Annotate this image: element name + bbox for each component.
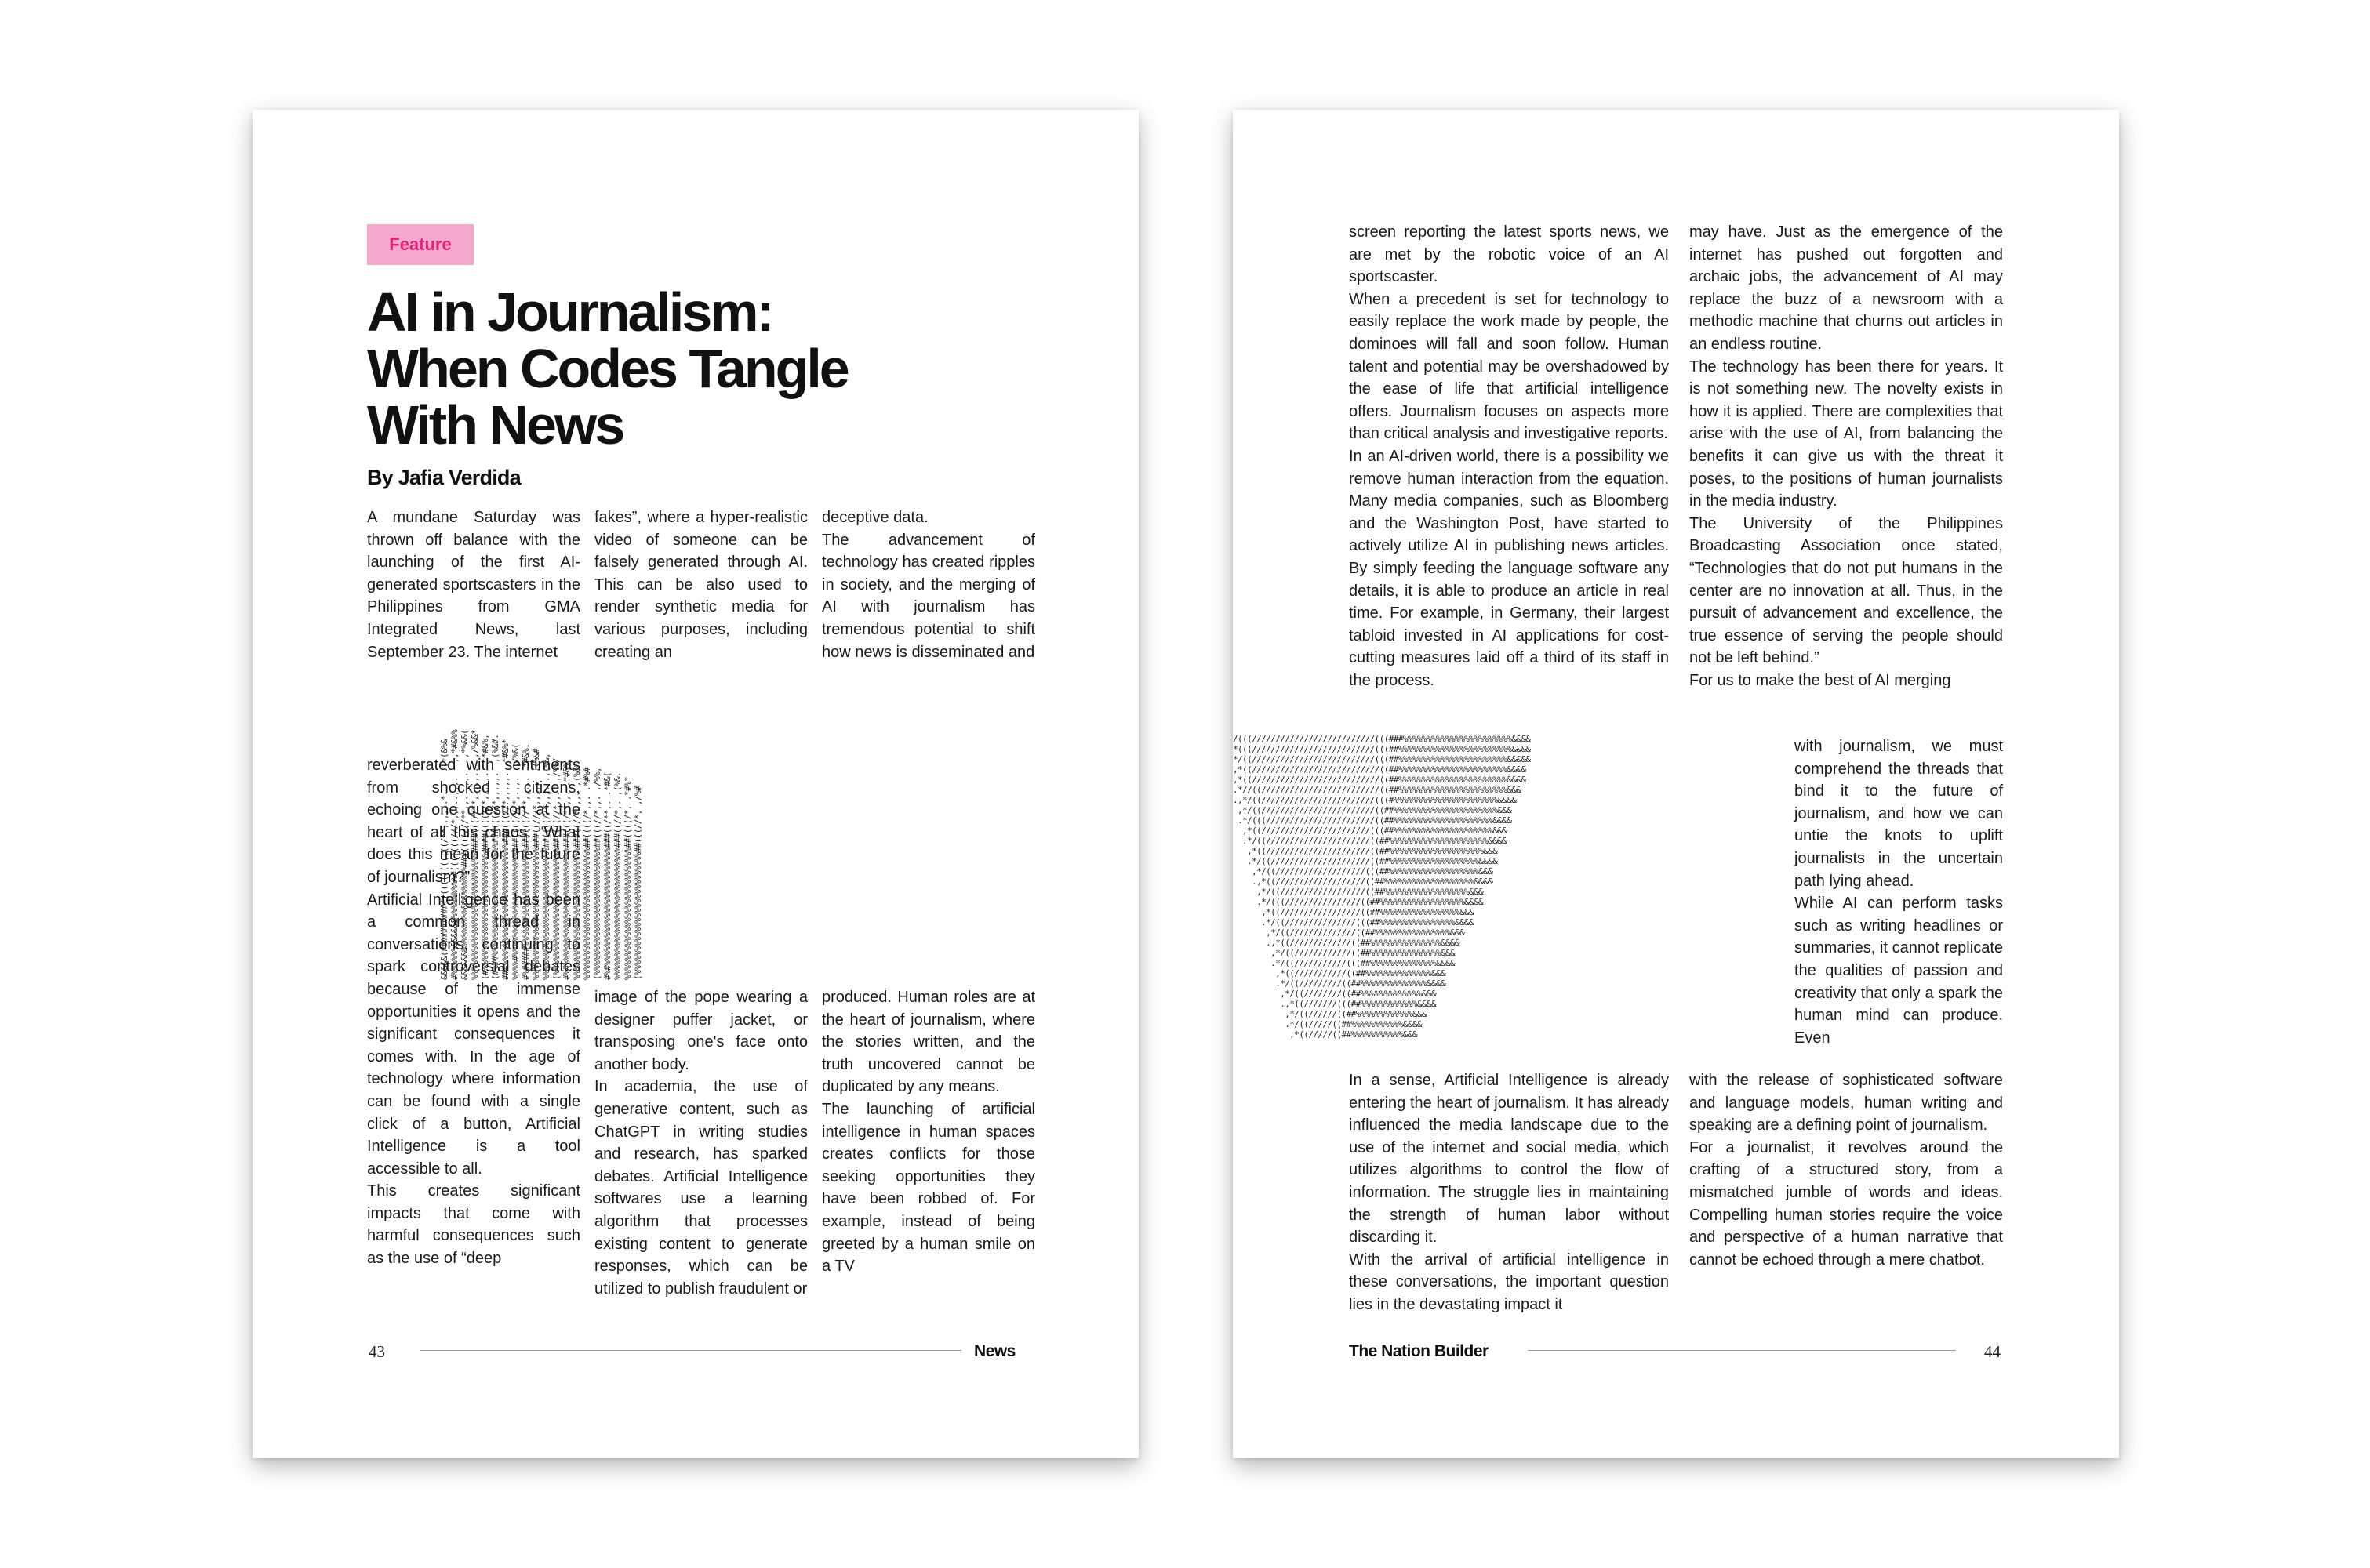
paragraph: with the release of sophisticated software and language models, human writing and speaking are a defining point of journalism. — [1689, 1072, 2003, 1134]
page-number: 44 — [1984, 1342, 2001, 1361]
left-column-2-bottom — [594, 986, 808, 1300]
left-column-1-bottom — [367, 754, 580, 1270]
paragraph: with journalism, we must comprehend the threads that bind it to the future of journalism, and how we can untie the knots to uplift journalists in the uncertain path lying ahead. — [1794, 738, 2003, 890]
paragraph: The advancement of technology has created ripples in society, and the merging of AI with journalism has tremendous potential to shift how news is disseminated and — [822, 531, 1035, 661]
paragraph: image of the pope wearing a designer puffer jacket, or transposing one's face onto another body. — [594, 989, 808, 1073]
paragraph: In academia, the use of generative content, such as ChatGPT in writing studies and research, has sparked debates. Artificial Intelligence softwares use a learning algorithm that processes existing content to generate responses, which can be utilized to publish fraudulent or — [594, 1078, 808, 1298]
paragraph: In an AI-driven world, there is a possibility we remove human interaction from the equation. Many media companies, such as Bloomberg and the Washington Post, have started to actively utilize AI in publishing news articles. By simply feeding the language software any details, it is able to produce an article in real time. For example, in Germany, their largest tabloid invested in AI applications for cost-cutting measures laid off a third of its staff in the process. — [1349, 447, 1669, 689]
left-page — [253, 110, 1139, 1458]
paragraph: A mundane Saturday was thrown off balance with the launching of the first AI-generated sportscasters in the Philippines from GMA Integrated News, last September 23. The internet — [367, 509, 580, 661]
right-column-1-top — [1349, 221, 1669, 691]
feature-tag: Feature — [367, 224, 474, 265]
paragraph: reverberated with sentiments from shocked citizens, echoing one question at the heart of all this chaos: “What does this mean for the future of journalism?” — [367, 757, 580, 886]
paragraph: The launching of artificial intelligence in human spaces creates conflicts for those seeking opportunities they have been robbed of. For example, instead of being greeted by a human smile on a TV — [822, 1100, 1035, 1276]
paragraph: The technology has been there for years. It is not something new. The novelty exists in how it is applied. There are complexities that arise with the use of AI, from balancing the benefits it can give us with the threat it poses, to the positions of human journalists in the media industry. — [1689, 358, 2003, 510]
left-column-3-top — [822, 506, 1035, 663]
paragraph: The University of the Philippines Broadcasting Association once stated, “Technologies that do not put humans in the center are no innovation at all. Thus, in the pursuit of advancement and excellence, the true essence of serving the people should not be left behind.” — [1689, 514, 2003, 667]
paragraph: may have. Just as the emergence of the internet has pushed out forgotten and archaic jobs, the advancement of AI may replace the buzz of a newsroom with a methodic machine that churns out articles in an endless routine. — [1689, 223, 2003, 353]
right-column-2-bottom — [1689, 1069, 2003, 1271]
paragraph: fakes”, where a hyper-realistic video of someone can be falsely generated through AI. This can be also used to render synthetic media for various purposes, including creating an — [594, 509, 808, 661]
right-page — [1233, 110, 2119, 1458]
headline-line: With News — [367, 394, 623, 456]
paragraph: For us to make the best of AI merging — [1689, 671, 1951, 689]
ascii-art-right: /(((//////////////////////////(((###%%%%%%%%%%%%%%%%%%%%%%%&&&& *(((//////////////////////////(((##%%%%%%%%%%%%%%%%%%%%%%%%&&&& */((//////////////////////////(((##%%%%%%%%%%%%%%%%%%%%%%%&&&&& ,*((///////////////////////////((##%%%%%%%%%%%%%%%%%%%%%%%&&&& ,*((///////////////////////////((##%%%%%%%%%%%%%%%%%%%%%%%&&&& .*//((/////////////////////////((##%%%%%%%%%%%%%%%%%%%%%%%&&& .,*/((////////////////////////(((#%%%%%%%%%%%%%%%%%%%%%%&&&& ,*/((////////////////////////((##%%%%%%%%%%%%%%%%%%%%%%&&& .*/(((///////////////////////((##%%%%%%%%%%%%%%%%%%%%%&&&& ,*((///////////////////////(((##%%%%%%%%%%%%%%%%%%%%%&&& .*/((//////////////////////((##%%%%%%%%%%%%%%%%%%%%%&&&& ,*((//////////////////////((##%%%%%%%%%%%%%%%%%%%%&&& .*/((/////////////////////((##%%%%%%%%%%%%%%%%%%%&&&& ,*/((///////////////////(((##%%%%%%%%%%%%%%%%%%%&&& .,*((///////////////////((##%%%%%%%%%%%%%%%%%%%&&&& ,*/((//////////////////((##%%%%%%%%%%%%%%%%%%&&& .*/(((////////////////((##%%%%%%%%%%%%%%%%%%&&&& ,*((/////////////////((##%%%%%%%%%%%%%%%%%&&& .*/((///////////////(((##%%%%%%%%%%%%%%%%&&&& ,*/((//////////////((##%%%%%%%%%%%%%%%%&&& .,*((/////////////((##%%%%%%%%%%%%%%%&&&& ,*/((////////////((##%%%%%%%%%%%%%%%&&& .*/((///////////(((##%%%%%%%%%%%%%%&&&& ,*((///////////((##%%%%%%%%%%%%%%&&& .*/((/////////((##%%%%%%%%%%%%%%&&&& ,*/((////////((##%%%%%%%%%%%%%&&& .,*((///////(((##%%%%%%%%%%%%&&&& ,*/((//////((##%%%%%%%%%%%%&&& .*/((/////((##%%%%%%%%%%%&&&& ,*((/////((##%%%%%%%%%%%&&& — [1233, 734, 1531, 1040]
left-column-3-bottom — [822, 986, 1035, 1278]
publication-name: The Nation Builder — [1349, 1342, 1489, 1360]
paragraph: Artificial Intelligence has been a common thread in conversations, continuing to spark controversial debates because of the immense opportunities it opens and the significant consequences it comes with. In the age of technology where information can be found with a single click of a button, Artificial Intelligence is a tool accessible to all. — [367, 891, 580, 1178]
page-number: 43 — [369, 1342, 385, 1361]
headline — [367, 281, 900, 456]
paragraph: This creates significant impacts that come with harmful consequences such as the use of “deep — [367, 1182, 580, 1268]
paragraph: While AI can perform tasks such as writing headlines or summaries, it cannot replicate the qualities of passion and creativity that only a spark the human mind can produce. Even — [1794, 895, 2003, 1047]
paragraph: deceptive data. — [822, 509, 929, 526]
right-column-1-bottom — [1349, 1069, 1669, 1316]
left-column-1-top — [367, 506, 580, 663]
paragraph: For a journalist, it revolves around the crafting of a structured story, from a mismatched jumble of words and ideas. Compelling human stories require the voice and perspective of a human narrative that cannot be echoed through a mere chatbot. — [1689, 1138, 2003, 1269]
paragraph: produced. Human roles are at the heart of journalism, where the stories written, and the truth uncovered cannot be duplicated by any means. — [822, 989, 1035, 1096]
paragraph: With the arrival of artificial intelligence in these conversations, the important question lies in the devastating impact it — [1349, 1250, 1669, 1313]
headline-line: When Codes Tangle — [367, 338, 848, 399]
section-name: News — [974, 1342, 1016, 1360]
paragraph: In a sense, Artificial Intelligence is already entering the heart of journalism. It has already influenced the media landscape due to the use of the internet and social media, which utilizes algorithms to control the flow of information. The struggle lies in maintaining the strength of human labor without discarding it. — [1349, 1072, 1669, 1247]
byline: By Jafia Verdida — [367, 466, 521, 489]
left-column-2-top — [594, 506, 808, 663]
headline-line: AI in Journalism: — [367, 281, 772, 343]
paragraph: When a precedent is set for technology to easily replace the work made by people, the dominoes will fall and soon follow. Human talent and potential may be overshadowed by the ease of life that artificial intelligence offers. Journalism focuses on aspects more than critical analysis and investigative reports. — [1349, 290, 1669, 443]
footer-rule — [1528, 1350, 1956, 1351]
ascii-art-left: &&&&&(##########(((((((((((((/**,,,,,.*. .,*(&%& #%%%%%%&&&&&&%%%%%%%%%#(((((((///*,,,..,,,. ,,*#&%% &&&&&&%%%%%%%%%&&&%%%%%%###((((///**,,..,,,. .,*%&&( %%%%%%%%%%%%%%%%%%%%%%%%%%%####(((//**,..,,.. .,/%&&* (#%%%%%%%%%%%%%%%%%%%%%%%%%####((((//*,,.,,.. .*#&%, (#%##%%%%%%%%%%%%%%%%%%%%%%%%###(((//*,,,,,. ,(%&#. ###%%%%%%%%%%%%%%%%%%%%%%%%%%###(((//*,,,,,. .*#&%* %%%%#%%%%%%%%%%%%%%%%%%%%%%###((((///*,.,,. ,/%&( #%#####%%%%%%%%%%%%%%%%%%%%%###(((//**,,,,. .*#&%. %%%%%%%%%%%%%%%%%%%%%%%%%%%%###((///*,,,,. ,(%&# %%%%%%%%%%%%%%%%%%%%%%%%%%%%##((((//*,,,. .,(%&, (%%%%%%%%%%%%%%%%%%%%%%%%%%%##((((//*,,. ,/%%/ #%#%%%%%%%%%%%%%%%%%%%%%%%%%###(((/**,,. .*#&%. %%%%%%%%%%%%%%%%%%%%%%%%%%%%###((//*,,,. ,(%&* %%%%%%%%%%%%%%%%%%%%%%%%%%%%##((((/*,,. .*#%# (%%%%%%%%%%%%%%%%%%%%%%%%%%%##(((//*,,. ,/%%, #%#%%%%%%%%%%%%%%%%%%%%%%%%%###((/**,. .*#&( %%%%%%%%%%%%%%%%%%%%%%%%%%%%###((//*,. ,(%&. %%%%%%%%%%%%%%%%%%%%%%%%%%%%##((((/*, .*#%* (%%%%%%%%%%%%%%%%%%%%%%%%%%##(((//*, ,/%# — [439, 729, 643, 980]
right-column-2-top — [1689, 221, 2003, 691]
paragraph: screen reporting the latest sports news, we are met by the robotic voice of an AI sportscaster. — [1349, 223, 1669, 286]
right-column-2-middle — [1794, 735, 2003, 1049]
footer-rule — [420, 1350, 961, 1351]
